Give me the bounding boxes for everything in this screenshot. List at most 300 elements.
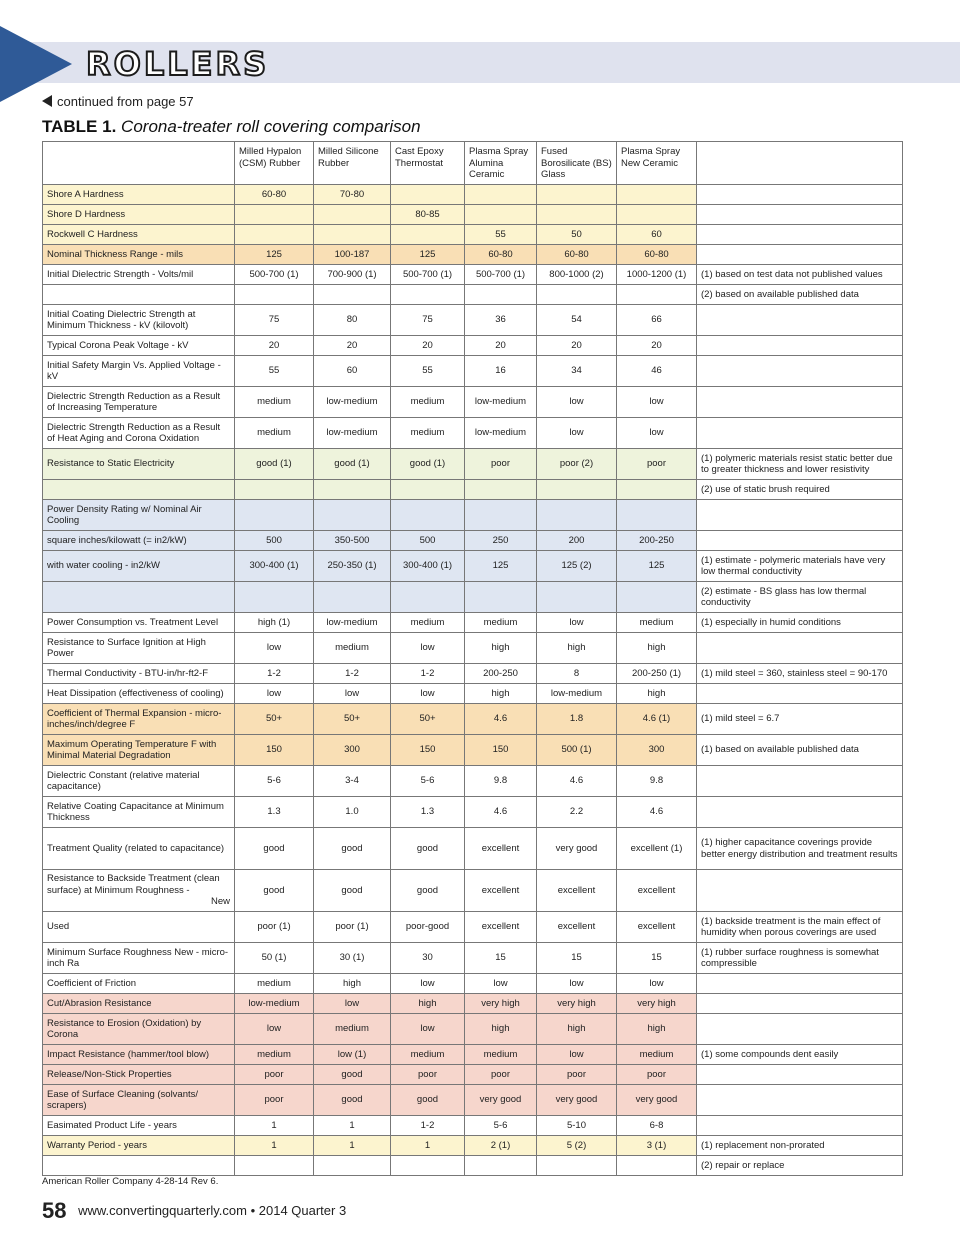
value-cell [314,582,391,613]
table-row [43,633,903,664]
table-body [43,185,903,1176]
value-cell [465,500,537,531]
value-cell: low [391,684,465,704]
column-header: Milled Silicone Rubber [314,142,391,185]
value-cell [617,1156,697,1176]
row-label: Thermal Conductivity - BTU-in/hr-ft2-F [43,664,235,684]
value-cell: 9.8 [617,766,697,797]
value-cell [235,225,314,245]
value-cell: high [465,684,537,704]
value-cell [465,205,537,225]
value-cell: 250-350 (1) [314,551,391,582]
note-cell [697,225,903,245]
table-caption: Corona-treater roll covering comparison [121,117,421,136]
table-row [43,1156,903,1176]
note-cell [697,418,903,449]
value-cell: medium [314,633,391,664]
row-label: Initial Safety Margin Vs. Applied Voltage - kV [43,356,235,387]
value-cell: low-medium [314,613,391,633]
note-cell: (1) higher capacitance coverings provide better energy distribution and treatment results [697,828,903,870]
value-cell: 75 [391,305,465,336]
table-row [43,225,903,245]
value-cell: high [537,633,617,664]
value-cell: very high [465,994,537,1014]
value-cell: 1 [235,1136,314,1156]
value-cell: 2.2 [537,797,617,828]
note-cell: (2) use of static brush required [697,480,903,500]
value-cell: 5 (2) [537,1136,617,1156]
value-cell: 125 [235,245,314,265]
value-cell: very high [537,994,617,1014]
column-header: Fused Borosilicate (BS) Glass [537,142,617,185]
value-cell: 4.6 [617,797,697,828]
value-cell: 800-1000 (2) [537,265,617,285]
value-cell: medium [391,387,465,418]
value-cell [465,582,537,613]
value-cell: medium [391,613,465,633]
value-cell: low-medium [235,994,314,1014]
value-cell: 15 [537,943,617,974]
table-row [43,766,903,797]
value-cell: 1 [391,1136,465,1156]
note-cell [697,245,903,265]
value-cell: very good [537,1085,617,1116]
value-cell: 20 [314,336,391,356]
issue: 2014 Quarter 3 [258,1203,347,1218]
value-cell [391,1156,465,1176]
row-label: Easimated Product Life - years [43,1116,235,1136]
table-row [43,480,903,500]
value-cell: high [314,974,391,994]
note-cell [697,870,903,912]
continued-text: continued from page 57 [57,94,194,109]
value-cell: 50+ [235,704,314,735]
header-cell-empty [43,142,235,185]
value-cell: 60-80 [537,245,617,265]
value-cell [617,500,697,531]
footer-separator: • [250,1203,256,1218]
value-cell [391,185,465,205]
value-cell: medium [391,1045,465,1065]
note-cell: (1) polymeric materials resist static better due to greater thickness and lower resistivity [697,449,903,480]
value-cell: excellent [537,912,617,943]
value-cell: poor (1) [314,912,391,943]
value-cell: low [537,1045,617,1065]
note-cell [697,387,903,418]
note-cell [697,185,903,205]
value-cell: 50+ [314,704,391,735]
value-cell [314,285,391,305]
value-cell: 34 [537,356,617,387]
value-cell [314,225,391,245]
value-cell: 300-400 (1) [391,551,465,582]
note-cell: (1) estimate - polymeric materials have very low thermal conductivity [697,551,903,582]
page-footer [42,1198,346,1224]
note-cell [697,797,903,828]
header-triangle-icon [0,26,72,102]
value-cell: 60 [617,225,697,245]
value-cell: 6-8 [617,1116,697,1136]
note-cell [697,766,903,797]
value-cell: poor [537,1065,617,1085]
value-cell: 66 [617,305,697,336]
row-label-subtext: New [210,896,230,908]
value-cell [235,205,314,225]
value-cell [537,480,617,500]
table-row [43,994,903,1014]
column-header: Plasma Spray Alumina Ceramic [465,142,537,185]
row-label: Minimum Surface Roughness New - micro-inch Ra [43,943,235,974]
value-cell [235,285,314,305]
value-cell [617,285,697,305]
header-row [43,142,903,185]
table-row [43,974,903,994]
table-row [43,205,903,225]
value-cell: 20 [465,336,537,356]
value-cell: low [617,387,697,418]
value-cell: 200-250 [465,664,537,684]
value-cell [235,582,314,613]
row-label: Resistance to Erosion (Oxidation) by Corona [43,1014,235,1045]
value-cell: poor [465,449,537,480]
table-row [43,449,903,480]
table-row [43,797,903,828]
value-cell: low-medium [314,387,391,418]
value-cell: 1 [314,1136,391,1156]
value-cell: 5-10 [537,1116,617,1136]
value-cell: high (1) [235,613,314,633]
value-cell: excellent [465,912,537,943]
value-cell: poor [235,1065,314,1085]
column-header: Milled Hypalon (CSM) Rubber [235,142,314,185]
value-cell: medium [235,418,314,449]
value-cell: good [391,1085,465,1116]
row-label [43,285,235,305]
table-row [43,500,903,531]
note-cell: (1) based on available published data [697,735,903,766]
value-cell: 20 [235,336,314,356]
note-cell [697,531,903,551]
note-cell: (2) estimate - BS glass has low thermal conductivity [697,582,903,613]
value-cell: 60-80 [465,245,537,265]
value-cell: 250 [465,531,537,551]
row-label: Cut/Abrasion Resistance [43,994,235,1014]
page-number: 58 [42,1198,67,1223]
note-cell [697,205,903,225]
note-cell [697,1014,903,1045]
value-cell: 15 [617,943,697,974]
value-cell: 8 [537,664,617,684]
value-cell: medium [465,1045,537,1065]
value-cell: excellent [465,828,537,870]
value-cell: 1.8 [537,704,617,735]
table-row [43,613,903,633]
value-cell: low [617,418,697,449]
table-row [43,943,903,974]
note-cell: (1) mild steel = 360, stainless steel = 90-170 [697,664,903,684]
value-cell: low-medium [314,418,391,449]
value-cell: low-medium [465,418,537,449]
value-cell: 50+ [391,704,465,735]
value-cell: high [617,633,697,664]
value-cell: medium [314,1014,391,1045]
row-label: Power Density Rating w/ Nominal Air Cooling [43,500,235,531]
value-cell: 1000-1200 (1) [617,265,697,285]
value-cell: low (1) [314,1045,391,1065]
note-cell: (1) based on test data not published values [697,265,903,285]
value-cell [465,1156,537,1176]
value-cell: medium [235,974,314,994]
value-cell: 60-80 [617,245,697,265]
value-cell: medium [617,1045,697,1065]
row-label: Resistance to Static Electricity [43,449,235,480]
value-cell [617,480,697,500]
value-cell [537,500,617,531]
table-row [43,185,903,205]
value-cell: 16 [465,356,537,387]
row-label: Shore D Hardness [43,205,235,225]
value-cell: 125 [391,245,465,265]
value-cell: low [235,633,314,664]
row-label: Impact Resistance (hammer/tool blow) [43,1045,235,1065]
value-cell: 1-2 [314,664,391,684]
table-row [43,356,903,387]
value-cell: good [314,870,391,912]
note-cell: (1) backside treatment is the main effect of humidity when porous coverings are used [697,912,903,943]
value-cell: 80 [314,305,391,336]
section-title: ROLLERS [86,45,270,83]
row-label [43,870,235,912]
table-row [43,387,903,418]
table-row [43,1045,903,1065]
value-cell: 1-2 [391,1116,465,1136]
value-cell: 4.6 [537,766,617,797]
value-cell: poor-good [391,912,465,943]
value-cell: 55 [235,356,314,387]
value-cell: good [391,828,465,870]
value-cell: good [391,870,465,912]
value-cell: 20 [617,336,697,356]
value-cell: good [314,1085,391,1116]
row-label: Resistance to Surface Ignition at High Power [43,633,235,664]
value-cell [537,1156,617,1176]
value-cell [314,205,391,225]
value-cell [465,285,537,305]
row-label: square inches/kilowatt (= in2/kW) [43,531,235,551]
row-label: Dielectric Constant (relative material capacitance) [43,766,235,797]
table-row [43,1065,903,1085]
value-cell: 500-700 (1) [391,265,465,285]
value-cell: excellent [617,912,697,943]
table-row [43,828,903,870]
value-cell [235,480,314,500]
value-cell: good [314,828,391,870]
table-title [42,117,421,137]
value-cell: low [537,418,617,449]
value-cell: medium [235,1045,314,1065]
row-label: Dielectric Strength Reduction as a Result of Heat Aging and Corona Oxidation [43,418,235,449]
row-label [43,582,235,613]
value-cell: 20 [537,336,617,356]
value-cell [537,285,617,305]
value-cell: 70-80 [314,185,391,205]
value-cell: 200-250 (1) [617,664,697,684]
row-label: Relative Coating Capacitance at Minimum Thickness [43,797,235,828]
value-cell: good [235,828,314,870]
value-cell: 150 [235,735,314,766]
row-label [43,480,235,500]
note-cell [697,500,903,531]
value-cell: 3-4 [314,766,391,797]
row-label: Heat Dissipation (effectiveness of cooling) [43,684,235,704]
value-cell: 150 [465,735,537,766]
value-cell: 1 [314,1116,391,1136]
table-label: TABLE 1. [42,117,117,136]
note-cell [697,1085,903,1116]
value-cell: low [537,613,617,633]
row-label [43,1156,235,1176]
value-cell: poor [617,1065,697,1085]
value-cell [537,205,617,225]
note-cell: (1) rubber surface roughness is somewhat compressible [697,943,903,974]
value-cell: high [617,684,697,704]
row-label: Treatment Quality (related to capacitance) [43,828,235,870]
value-cell: poor (2) [537,449,617,480]
value-cell [391,500,465,531]
value-cell [537,582,617,613]
value-cell: very good [465,1085,537,1116]
value-cell [617,185,697,205]
value-cell: 500-700 (1) [465,265,537,285]
value-cell: excellent [465,870,537,912]
value-cell: 30 (1) [314,943,391,974]
value-cell: 80-85 [391,205,465,225]
value-cell: 4.6 [465,797,537,828]
value-cell: 125 (2) [537,551,617,582]
value-cell [617,205,697,225]
value-cell: low-medium [465,387,537,418]
value-cell: low-medium [537,684,617,704]
note-cell [697,1065,903,1085]
value-cell: 9.8 [465,766,537,797]
row-label: Ease of Surface Cleaning (solvants/ scrapers) [43,1085,235,1116]
row-label: with water cooling - in2/kW [43,551,235,582]
value-cell [314,500,391,531]
value-cell: high [537,1014,617,1045]
note-cell [697,974,903,994]
table-row [43,1085,903,1116]
column-header: Cast Epoxy Thermostat [391,142,465,185]
row-label: Typical Corona Peak Voltage - kV [43,336,235,356]
note-cell [697,633,903,664]
value-cell: 55 [465,225,537,245]
value-cell [465,480,537,500]
note-cell: (1) some compounds dent easily [697,1045,903,1065]
row-label: Coefficient of Thermal Expansion - micro-inches/inch/degree F [43,704,235,735]
value-cell: 1.3 [391,797,465,828]
value-cell: excellent [537,870,617,912]
value-cell: 2 (1) [465,1136,537,1156]
value-cell: high [465,1014,537,1045]
value-cell: poor [465,1065,537,1085]
source-note: American Roller Company 4-28-14 Rev 6. [42,1176,219,1187]
value-cell: medium [391,418,465,449]
value-cell [391,285,465,305]
table-row [43,418,903,449]
value-cell: excellent (1) [617,828,697,870]
value-cell: 15 [465,943,537,974]
value-cell: 50 [537,225,617,245]
value-cell: 150 [391,735,465,766]
value-cell: 300-400 (1) [235,551,314,582]
table-row [43,912,903,943]
row-label: Shore A Hardness [43,185,235,205]
row-label: Initial Dielectric Strength - Volts/mil [43,265,235,285]
value-cell: 36 [465,305,537,336]
note-cell: (1) mild steel = 6.7 [697,704,903,735]
value-cell: 4.6 (1) [617,704,697,735]
value-cell [314,1156,391,1176]
value-cell: low [235,684,314,704]
note-cell [697,994,903,1014]
value-cell [391,480,465,500]
value-cell: low [617,974,697,994]
row-label: Coefficient of Friction [43,974,235,994]
value-cell: low [391,1014,465,1045]
table-row [43,870,903,912]
row-label: Release/Non-Stick Properties [43,1065,235,1085]
value-cell: 54 [537,305,617,336]
table-row [43,1116,903,1136]
table-row [43,582,903,613]
value-cell: 200-250 [617,531,697,551]
note-cell [697,305,903,336]
value-cell: 125 [465,551,537,582]
website: www.convertingquarterly.com [78,1203,247,1218]
value-cell: poor [617,449,697,480]
note-cell [697,1116,903,1136]
value-cell: 300 [617,735,697,766]
row-label: Used [43,912,235,943]
value-cell: poor [235,1085,314,1116]
value-cell: very good [617,1085,697,1116]
value-cell: 75 [235,305,314,336]
table-row [43,1014,903,1045]
value-cell: 1-2 [235,664,314,684]
table-row [43,684,903,704]
value-cell: 100-187 [314,245,391,265]
value-cell: low [391,633,465,664]
value-cell: 3 (1) [617,1136,697,1156]
column-header: Plasma Spray New Ceramic [617,142,697,185]
value-cell: 500 (1) [537,735,617,766]
table-row [43,664,903,684]
value-cell: good (1) [235,449,314,480]
note-cell [697,356,903,387]
value-cell [314,480,391,500]
value-cell: good [235,870,314,912]
row-label: Warranty Period - years [43,1136,235,1156]
note-cell [697,336,903,356]
value-cell: 125 [617,551,697,582]
value-cell: low [314,684,391,704]
value-cell: poor [391,1065,465,1085]
value-cell: good (1) [314,449,391,480]
table-row [43,305,903,336]
value-cell [465,185,537,205]
value-cell: 5-6 [391,766,465,797]
row-label: Initial Coating Dielectric Strength at Minimum Thickness - kV (kilovolt) [43,305,235,336]
